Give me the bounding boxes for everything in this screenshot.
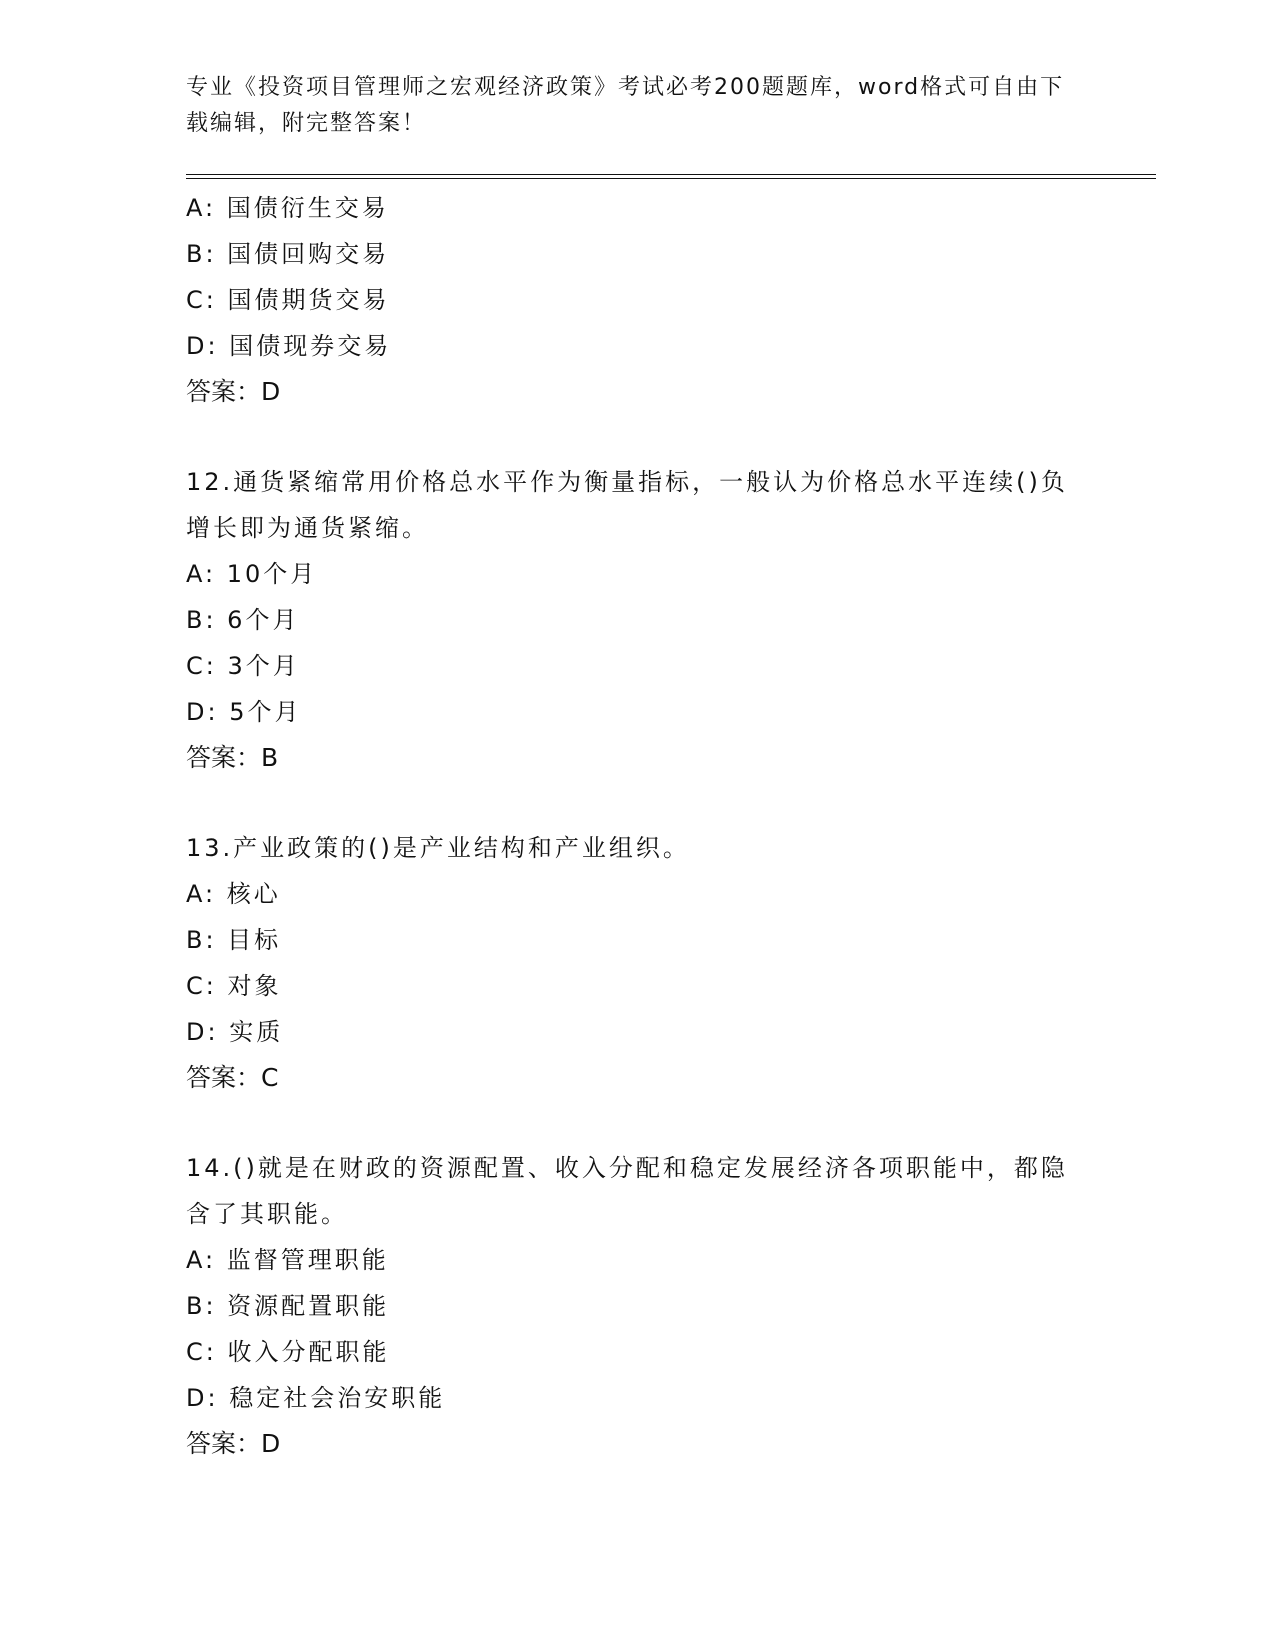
- option-b: B: 国债回购交易: [186, 240, 390, 268]
- question-text: 13.产业政策的()是产业结构和产业组织。: [186, 834, 690, 862]
- option-b: B: 6个月: [186, 606, 300, 634]
- answer-line: 答案：D: [186, 377, 281, 406]
- option-d: D: 5个月: [186, 698, 302, 726]
- option-d: D: 实质: [186, 1018, 284, 1046]
- question-text: 14.()就是在财政的资源配置、收入分配和稳定发展经济各项职能中，都隐含了其职能。: [186, 1154, 1068, 1228]
- option-c: C: 国债期货交易: [186, 286, 390, 314]
- document-header: 专业《投资项目管理师之宏观经济政策》考试必考200题题库，word格式可自由下载编辑，附完整答案！: [186, 75, 1065, 136]
- option-b: B: 目标: [186, 926, 282, 954]
- header-double-rule: [186, 174, 1156, 179]
- answer-line: 答案：C: [186, 1063, 279, 1092]
- option-d: D: 稳定社会治安职能: [186, 1384, 446, 1412]
- question-12: [186, 459, 1156, 781]
- answer-line: 答案：B: [186, 743, 279, 772]
- option-b: B: 资源配置职能: [186, 1292, 390, 1320]
- options-list: [186, 1237, 1156, 1421]
- option-a: A: 监督管理职能: [186, 1246, 389, 1274]
- option-c: C: 收入分配职能: [186, 1338, 390, 1366]
- option-a: A: 10个月: [186, 560, 318, 588]
- option-c: C: 3个月: [186, 652, 300, 680]
- question-text: 12.通货紧缩常用价格总水平作为衡量指标，一般认为价格总水平连续()负增长即为通货紧缩。: [186, 468, 1068, 542]
- option-d: D: 国债现券交易: [186, 332, 392, 360]
- options-list: [186, 185, 1156, 369]
- option-a: A: 核心: [186, 880, 281, 908]
- question-11-continued: [186, 185, 1156, 415]
- answer-line: 答案：D: [186, 1429, 281, 1458]
- options-list: [186, 551, 1156, 735]
- options-list: [186, 871, 1156, 1055]
- question-13: [186, 825, 1156, 1101]
- option-a: A: 国债衍生交易: [186, 194, 389, 222]
- option-c: C: 对象: [186, 972, 282, 1000]
- question-14: [186, 1145, 1156, 1467]
- document-page: [186, 70, 1156, 1467]
